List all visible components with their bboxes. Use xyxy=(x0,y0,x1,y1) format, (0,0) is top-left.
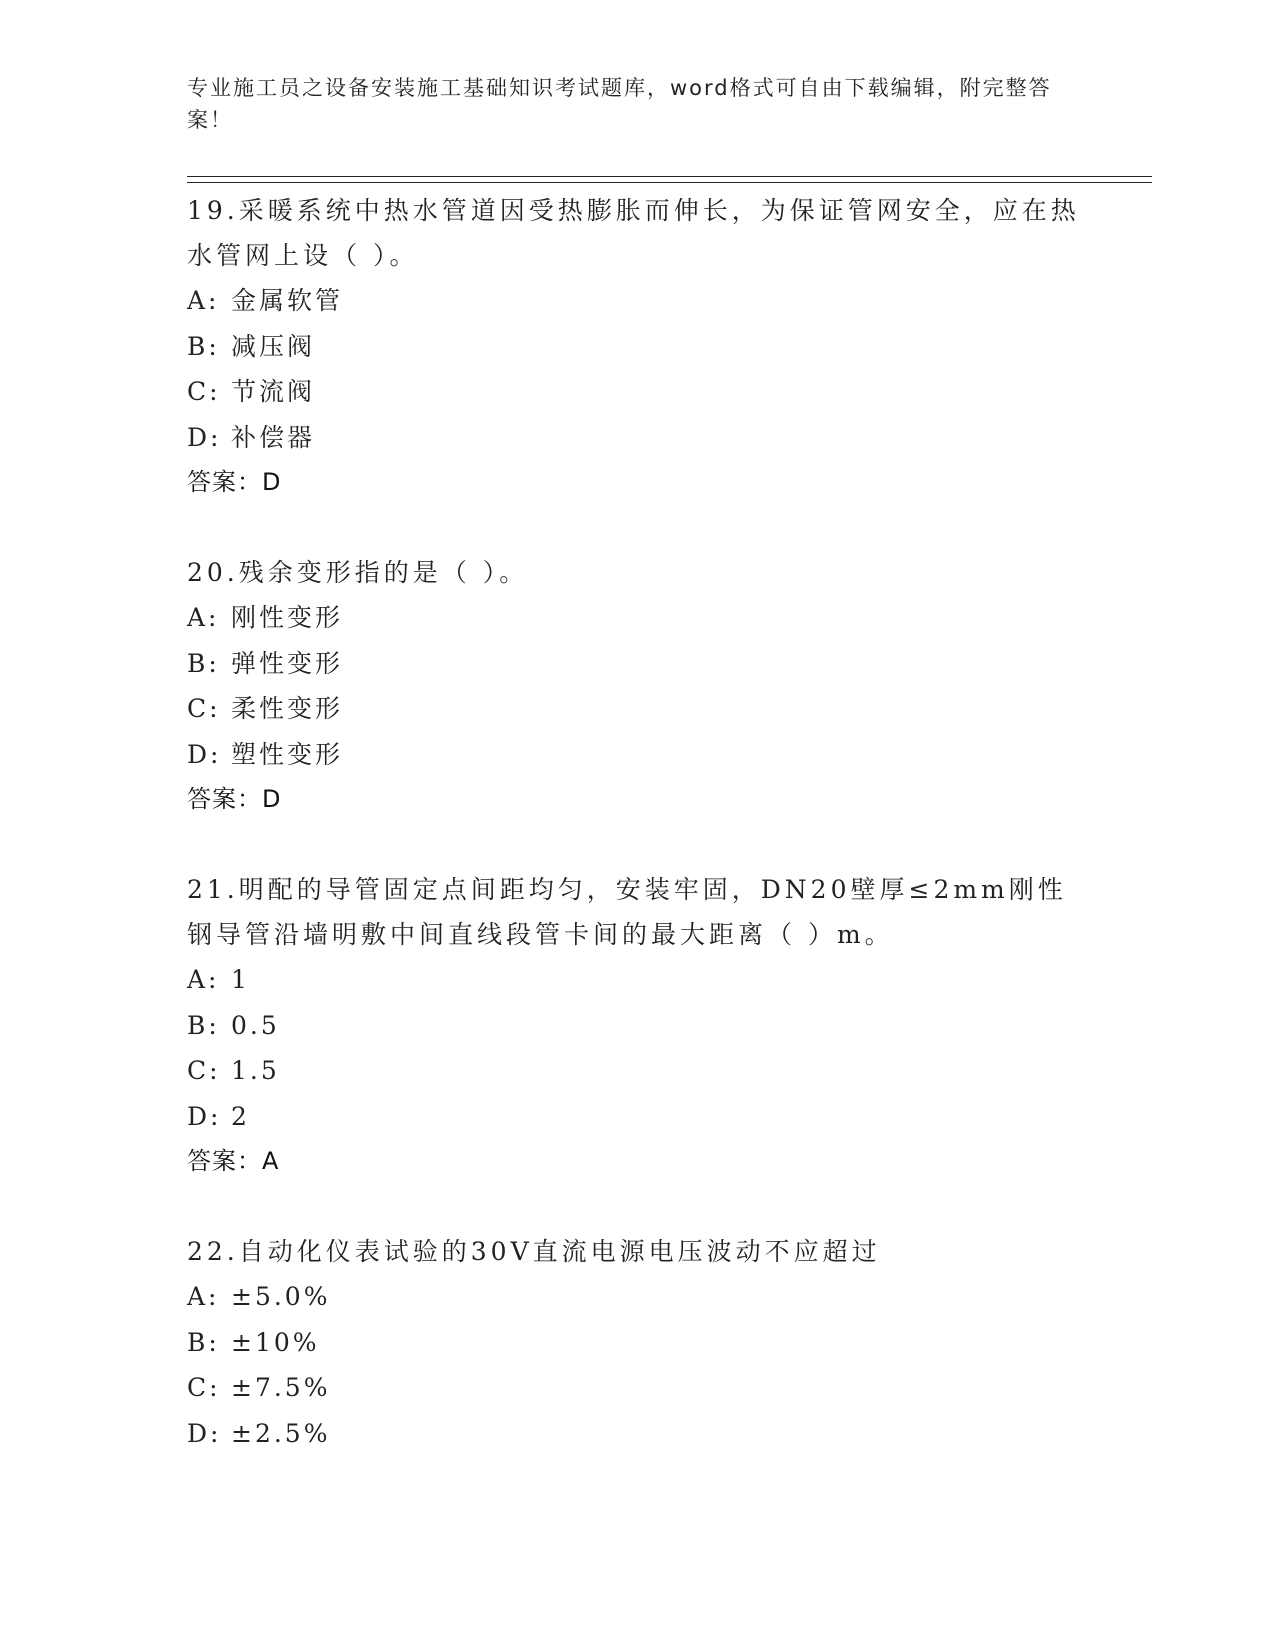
question-stem: 19.采暖系统中热水管道因受热膨胀而伸长，为保证管网安全，应在热水管网上设（ ）。 xyxy=(187,196,1080,270)
option-key: A: xyxy=(187,965,220,994)
answer-option xyxy=(187,1411,1087,1457)
option-text: 节流阀 xyxy=(231,377,316,406)
option-key: C: xyxy=(187,1373,221,1402)
answer-option xyxy=(187,957,1087,1003)
option-key: A: xyxy=(187,286,220,315)
answer-option xyxy=(187,1274,1087,1320)
option-text: 金属软管 xyxy=(231,286,344,315)
question-stem: 21.明配的导管固定点间距均匀，安装牢固，DN20壁厚≤2mm刚性钢导管沿墙明敷中间直线段管卡间的最大距离（ ）m。 xyxy=(187,875,1067,949)
option-key: C: xyxy=(187,377,221,406)
question-block xyxy=(187,867,1087,1184)
header-divider-top xyxy=(187,176,1152,177)
option-key: B: xyxy=(187,648,220,678)
option-text: 2 xyxy=(231,1101,250,1131)
option-key: A: xyxy=(187,603,220,632)
option-key: D: xyxy=(187,1101,222,1131)
answer-key: 答案：D xyxy=(187,468,282,496)
option-text: 柔性变形 xyxy=(231,694,344,723)
document-header: 专业施工员之设备安装施工基础知识考试题库，word格式可自由下载编辑，附完整答案！ xyxy=(187,76,1052,132)
option-text: ±10% xyxy=(231,1327,320,1357)
answer-option xyxy=(187,1003,1087,1049)
option-text: 补偿器 xyxy=(231,422,316,452)
answer-option xyxy=(187,595,1087,641)
question-list xyxy=(187,188,1087,1501)
option-key: B: xyxy=(187,1327,220,1357)
question-stem: 20.残余变形指的是（ ）。 xyxy=(187,558,529,587)
option-text: 刚性变形 xyxy=(231,603,344,632)
option-key: D: xyxy=(187,1418,222,1448)
answer-option xyxy=(187,324,1087,370)
answer-key: 答案：A xyxy=(187,1147,280,1175)
option-text: 塑性变形 xyxy=(231,739,344,769)
answer-option xyxy=(187,686,1087,732)
question-stem: 22.自动化仪表试验的30V直流电源电压波动不应超过 xyxy=(187,1237,881,1266)
answer-option xyxy=(187,1320,1087,1366)
option-text: 减压阀 xyxy=(231,331,316,361)
option-text: ±5.0% xyxy=(231,1282,331,1311)
answer-option xyxy=(187,369,1087,415)
answer-option xyxy=(187,278,1087,324)
answer-option xyxy=(187,415,1087,461)
question-block xyxy=(187,550,1087,822)
answer-option xyxy=(187,1048,1087,1094)
answer-option xyxy=(187,641,1087,687)
option-key: B: xyxy=(187,331,220,361)
option-key: C: xyxy=(187,694,221,723)
option-text: ±7.5% xyxy=(231,1373,331,1402)
option-text: 1 xyxy=(231,965,250,994)
header-divider-bottom xyxy=(187,182,1152,183)
option-text: 1.5 xyxy=(231,1056,280,1085)
answer-key: 答案：D xyxy=(187,785,282,813)
answer-option xyxy=(187,1365,1087,1411)
option-key: D: xyxy=(187,739,222,769)
answer-option xyxy=(187,1094,1087,1140)
question-block xyxy=(187,188,1087,505)
option-text: ±2.5% xyxy=(231,1418,331,1448)
option-key: D: xyxy=(187,422,222,452)
option-text: 弹性变形 xyxy=(231,648,344,678)
option-key: C: xyxy=(187,1056,221,1085)
answer-option xyxy=(187,732,1087,778)
question-block xyxy=(187,1229,1087,1456)
option-text: 0.5 xyxy=(231,1010,280,1040)
option-key: A: xyxy=(187,1282,220,1311)
option-key: B: xyxy=(187,1010,220,1040)
